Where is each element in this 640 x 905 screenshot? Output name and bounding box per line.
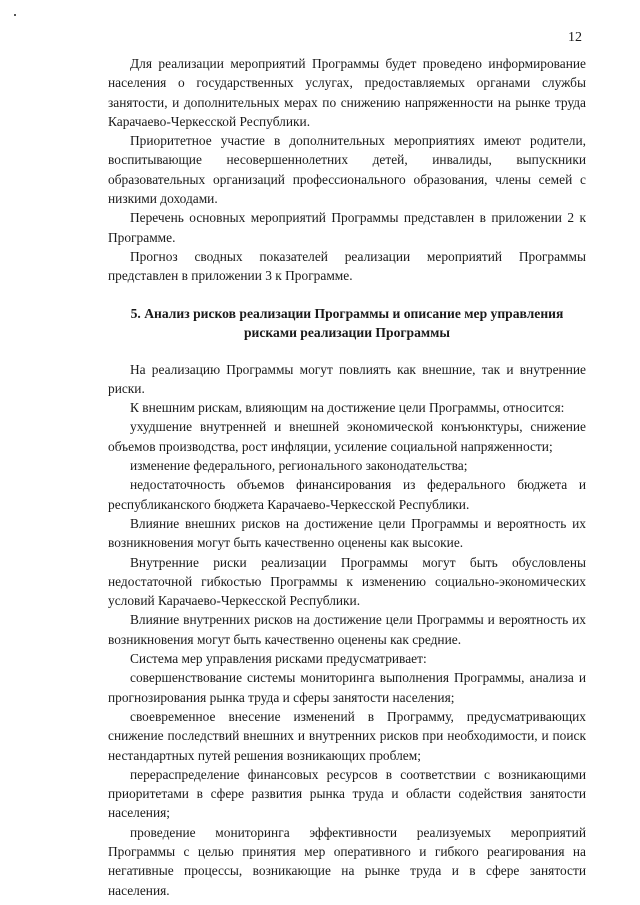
paragraph-priority-participation: Приоритетное участие в дополнительных мероприятиях имеют родители, воспитывающие несовершеннолетних детей, инвалиды, выпускники образовательных организаций профессионального образования, члены семей с низкими доходами. bbox=[108, 133, 586, 207]
paragraph-internal-risks: Внутренние риски реализации Программы могут быть обусловлены недостаточной гибкостью Программы к изменению социально-экономических условий Карачаево-Черкесской Республики. bbox=[108, 554, 586, 609]
paragraph-legislation-change: изменение федерального, регионального законодательства; bbox=[130, 458, 468, 474]
scan-speck bbox=[14, 14, 16, 16]
section-heading: 5. Анализ рисков реализации Программы и описание мер управления рисками реализации Программы bbox=[130, 305, 564, 340]
paragraph-external-risks: К внешним рискам, влияющим на достижение цели Программы, относится: bbox=[130, 400, 565, 416]
paragraph-timely-changes: своевременное внесение изменений в Программу, предусматривающих снижение последствий внешних и внутренних рисков при необходимости, и поиск нестандартных путей решения возникающих проблем; bbox=[108, 708, 586, 763]
paragraph-economic-deterioration: ухудшение внутренней и внешней экономической конъюнктуры, снижение объемов производства, рост инфляции, усиление социальной напряженности; bbox=[108, 419, 586, 454]
paragraph-informing: Для реализации мероприятий Программы будет проведено информирование населения о государственных услугах, предоставляемых органами службы занятости, и дополнительных мерах по снижению напряженности на рынке труда Карачаево-Черкесской Республики. bbox=[108, 56, 586, 129]
paragraph-forecast: Прогноз сводных показателей реализации мероприятий Программы представлен в приложении 3 к Программе. bbox=[108, 248, 586, 284]
paragraph-measures-list: Перечень основных мероприятий Программы представлен в приложении 2 к Программе. bbox=[108, 210, 586, 245]
paragraph-risk-system: Система мер управления рисками предусматривает: bbox=[130, 651, 427, 667]
paragraph-monitoring-improvement: совершенствование системы мониторинга выполнения Программы, анализа и прогнозирования рынка труда и сферы занятости населения; bbox=[108, 670, 586, 705]
paragraph-resource-redistribution: перераспределение финансовых ресурсов в соответствии с возникающими приоритетами в сфере развития рынка труда и области содействия занятости населения; bbox=[108, 766, 586, 821]
paragraph-efficiency-monitoring: проведение мониторинга эффективности реализуемых мероприятий Программы с целью принятия мер оперативного и гибкого реагирования на негативные процессы, возникающие на рынке труда и в сфере занятости населения. bbox=[108, 824, 586, 898]
paragraph-risks-intro: На реализацию Программы могут повлиять как внешние, так и внутренние риски. bbox=[108, 361, 586, 396]
page-number: 12 bbox=[568, 30, 582, 45]
paragraph-internal-impact: Влияние внутренних рисков на достижение цели Программы и вероятность их возникновения могут быть качественно оценены как средние. bbox=[108, 612, 586, 647]
page-body bbox=[108, 54, 586, 900]
paragraph-funding-insufficiency: недостаточность объемов финансирования из федерального бюджета и республиканского бюджета Карачаево-Черкесской Республики. bbox=[108, 477, 586, 512]
paragraph-external-impact: Влияние внешних рисков на достижение цели Программы и вероятность их возникновения могут быть качественно оценены как высокие. bbox=[108, 515, 586, 551]
